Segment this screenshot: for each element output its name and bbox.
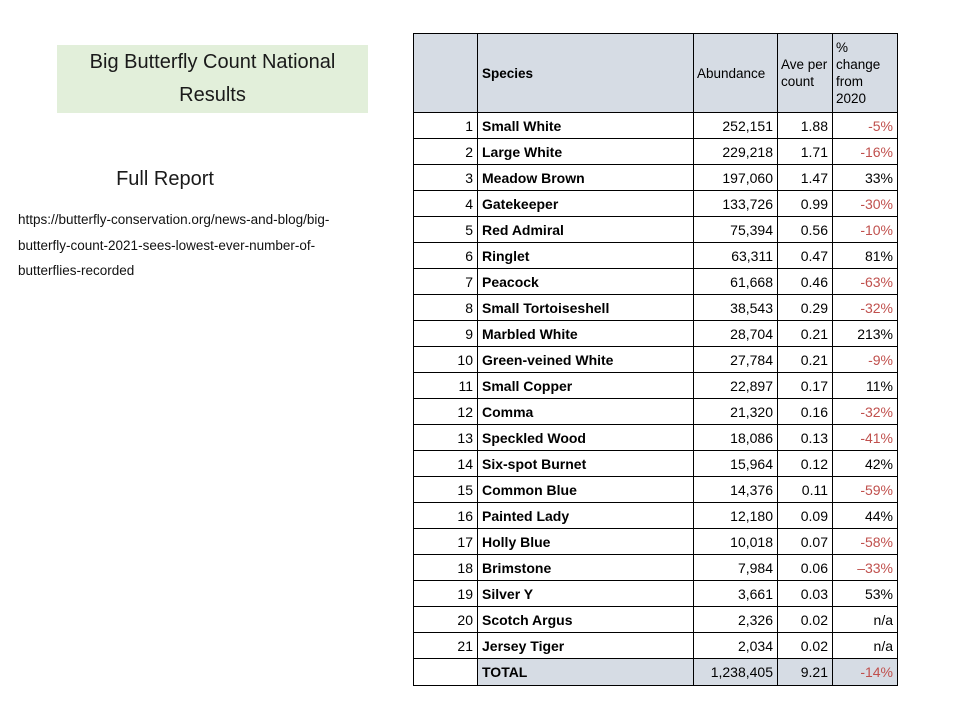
- species-cell: Painted Lady: [478, 503, 694, 529]
- change-cell: -32%: [833, 295, 898, 321]
- abundance-cell: 2,034: [694, 633, 778, 659]
- ave-cell: 0.17: [778, 373, 833, 399]
- table-row: [414, 243, 898, 269]
- change-cell: -59%: [833, 477, 898, 503]
- abundance-cell: 63,311: [694, 243, 778, 269]
- ave-cell: 0.46: [778, 269, 833, 295]
- abundance-cell: 7,984: [694, 555, 778, 581]
- rank-cell: 8: [414, 295, 478, 321]
- ave-cell: 0.07: [778, 529, 833, 555]
- table-row: [414, 321, 898, 347]
- species-cell: Brimstone: [478, 555, 694, 581]
- col-header-abundance: Abundance: [694, 34, 778, 113]
- ave-cell: 0.99: [778, 191, 833, 217]
- ave-cell: 0.16: [778, 399, 833, 425]
- species-cell: Meadow Brown: [478, 165, 694, 191]
- species-cell: Peacock: [478, 269, 694, 295]
- change-cell: n/a: [833, 607, 898, 633]
- table-row: [414, 269, 898, 295]
- species-cell: Common Blue: [478, 477, 694, 503]
- table-row: [414, 607, 898, 633]
- abundance-cell: 27,784: [694, 347, 778, 373]
- species-cell: Comma: [478, 399, 694, 425]
- abundance-cell: 22,897: [694, 373, 778, 399]
- change-cell: -58%: [833, 529, 898, 555]
- table-row: [414, 633, 898, 659]
- table-row: [414, 165, 898, 191]
- rank-cell: 19: [414, 581, 478, 607]
- ave-cell: 0.02: [778, 633, 833, 659]
- change-cell: -5%: [833, 113, 898, 139]
- abundance-cell: 38,543: [694, 295, 778, 321]
- ave-cell: 1.88: [778, 113, 833, 139]
- abundance-cell: 197,060: [694, 165, 778, 191]
- results-table-header: [414, 34, 898, 113]
- change-cell: 53%: [833, 581, 898, 607]
- results-table-body: [414, 113, 898, 686]
- abundance-cell: 75,394: [694, 217, 778, 243]
- table-row: [414, 217, 898, 243]
- species-cell: Ringlet: [478, 243, 694, 269]
- abundance-cell: 229,218: [694, 139, 778, 165]
- report-title: Big Butterfly Count National Results: [89, 51, 336, 106]
- abundance-cell: 21,320: [694, 399, 778, 425]
- rank-cell: 20: [414, 607, 478, 633]
- change-cell: -63%: [833, 269, 898, 295]
- species-cell: Large White: [478, 139, 694, 165]
- change-cell: 44%: [833, 503, 898, 529]
- species-cell: Scotch Argus: [478, 607, 694, 633]
- table-row: [414, 477, 898, 503]
- abundance-cell: 133,726: [694, 191, 778, 217]
- report-title-box: [57, 45, 368, 113]
- rank-cell: 16: [414, 503, 478, 529]
- change-cell: -16%: [833, 139, 898, 165]
- col-header-species: Species: [478, 34, 694, 113]
- table-row: [414, 581, 898, 607]
- table-row: [414, 347, 898, 373]
- ave-cell: 0.06: [778, 555, 833, 581]
- rank-cell: 2: [414, 139, 478, 165]
- rank-cell: 7: [414, 269, 478, 295]
- ave-cell: 0.13: [778, 425, 833, 451]
- rank-cell: 4: [414, 191, 478, 217]
- change-cell: 213%: [833, 321, 898, 347]
- abundance-cell: 61,668: [694, 269, 778, 295]
- change-cell: -32%: [833, 399, 898, 425]
- table-row: [414, 113, 898, 139]
- table-row: [414, 295, 898, 321]
- change-cell: 11%: [833, 373, 898, 399]
- species-cell: Six-spot Burnet: [478, 451, 694, 477]
- species-cell: Small White: [478, 113, 694, 139]
- ave-cell: 0.21: [778, 347, 833, 373]
- ave-cell: 0.29: [778, 295, 833, 321]
- ave-cell: 0.02: [778, 607, 833, 633]
- total-row: [414, 659, 898, 686]
- col-header-rank: [414, 34, 478, 113]
- ave-cell: 0.56: [778, 217, 833, 243]
- change-cell: -10%: [833, 217, 898, 243]
- abundance-cell: 28,704: [694, 321, 778, 347]
- change-cell: -30%: [833, 191, 898, 217]
- full-report-label: Full Report: [116, 168, 214, 190]
- species-cell: Speckled Wood: [478, 425, 694, 451]
- species-cell: Marbled White: [478, 321, 694, 347]
- rank-cell: 21: [414, 633, 478, 659]
- table-row: [414, 451, 898, 477]
- change-cell: -14%: [833, 659, 898, 686]
- ave-cell: 0.11: [778, 477, 833, 503]
- abundance-cell: 3,661: [694, 581, 778, 607]
- species-cell: Holly Blue: [478, 529, 694, 555]
- rank-cell: 14: [414, 451, 478, 477]
- abundance-cell: 252,151: [694, 113, 778, 139]
- species-cell: Silver Y: [478, 581, 694, 607]
- abundance-cell: 18,086: [694, 425, 778, 451]
- change-cell: -9%: [833, 347, 898, 373]
- rank-cell: 6: [414, 243, 478, 269]
- change-cell: n/a: [833, 633, 898, 659]
- table-row: [414, 399, 898, 425]
- ave-cell: 0.21: [778, 321, 833, 347]
- species-cell: Small Copper: [478, 373, 694, 399]
- abundance-cell: 15,964: [694, 451, 778, 477]
- rank-cell: 13: [414, 425, 478, 451]
- species-cell: Gatekeeper: [478, 191, 694, 217]
- ave-cell: 9.21: [778, 659, 833, 686]
- change-cell: 81%: [833, 243, 898, 269]
- header-row: [414, 34, 898, 113]
- species-cell: Jersey Tiger: [478, 633, 694, 659]
- abundance-cell: 12,180: [694, 503, 778, 529]
- col-header-pct-change: % change from 2020: [833, 34, 898, 113]
- change-cell: 33%: [833, 165, 898, 191]
- species-cell: Red Admiral: [478, 217, 694, 243]
- rank-cell: 18: [414, 555, 478, 581]
- change-cell: -41%: [833, 425, 898, 451]
- table-row: [414, 373, 898, 399]
- report-url-link[interactable]: https://butterfly-conservation.org/news-and-blog/big-butterfly-count-2021-sees-lowest-ever-number-of-butterflies-recorded: [18, 212, 330, 278]
- table-row: [414, 529, 898, 555]
- ave-cell: 1.71: [778, 139, 833, 165]
- abundance-cell: 1,238,405: [694, 659, 778, 686]
- table-row: [414, 139, 898, 165]
- abundance-cell: 2,326: [694, 607, 778, 633]
- rank-cell: 3: [414, 165, 478, 191]
- rank-cell: 17: [414, 529, 478, 555]
- table-row: [414, 191, 898, 217]
- rank-cell: 15: [414, 477, 478, 503]
- change-cell: –33%: [833, 555, 898, 581]
- table-row: [414, 555, 898, 581]
- rank-cell: 9: [414, 321, 478, 347]
- table-row: [414, 503, 898, 529]
- change-cell: 42%: [833, 451, 898, 477]
- ave-cell: 0.03: [778, 581, 833, 607]
- rank-cell: 5: [414, 217, 478, 243]
- ave-cell: 0.12: [778, 451, 833, 477]
- species-cell: Green-veined White: [478, 347, 694, 373]
- rank-cell: 11: [414, 373, 478, 399]
- ave-cell: 0.09: [778, 503, 833, 529]
- rank-cell: 1: [414, 113, 478, 139]
- ave-cell: 0.47: [778, 243, 833, 269]
- species-cell: Small Tortoiseshell: [478, 295, 694, 321]
- rank-cell: 10: [414, 347, 478, 373]
- results-table: [413, 33, 898, 686]
- rank-cell: 12: [414, 399, 478, 425]
- col-header-ave-per-count: Ave per count: [778, 34, 833, 113]
- abundance-cell: 10,018: [694, 529, 778, 555]
- rank-cell: [414, 659, 478, 686]
- species-cell: TOTAL: [478, 659, 694, 686]
- abundance-cell: 14,376: [694, 477, 778, 503]
- table-row: [414, 425, 898, 451]
- ave-cell: 1.47: [778, 165, 833, 191]
